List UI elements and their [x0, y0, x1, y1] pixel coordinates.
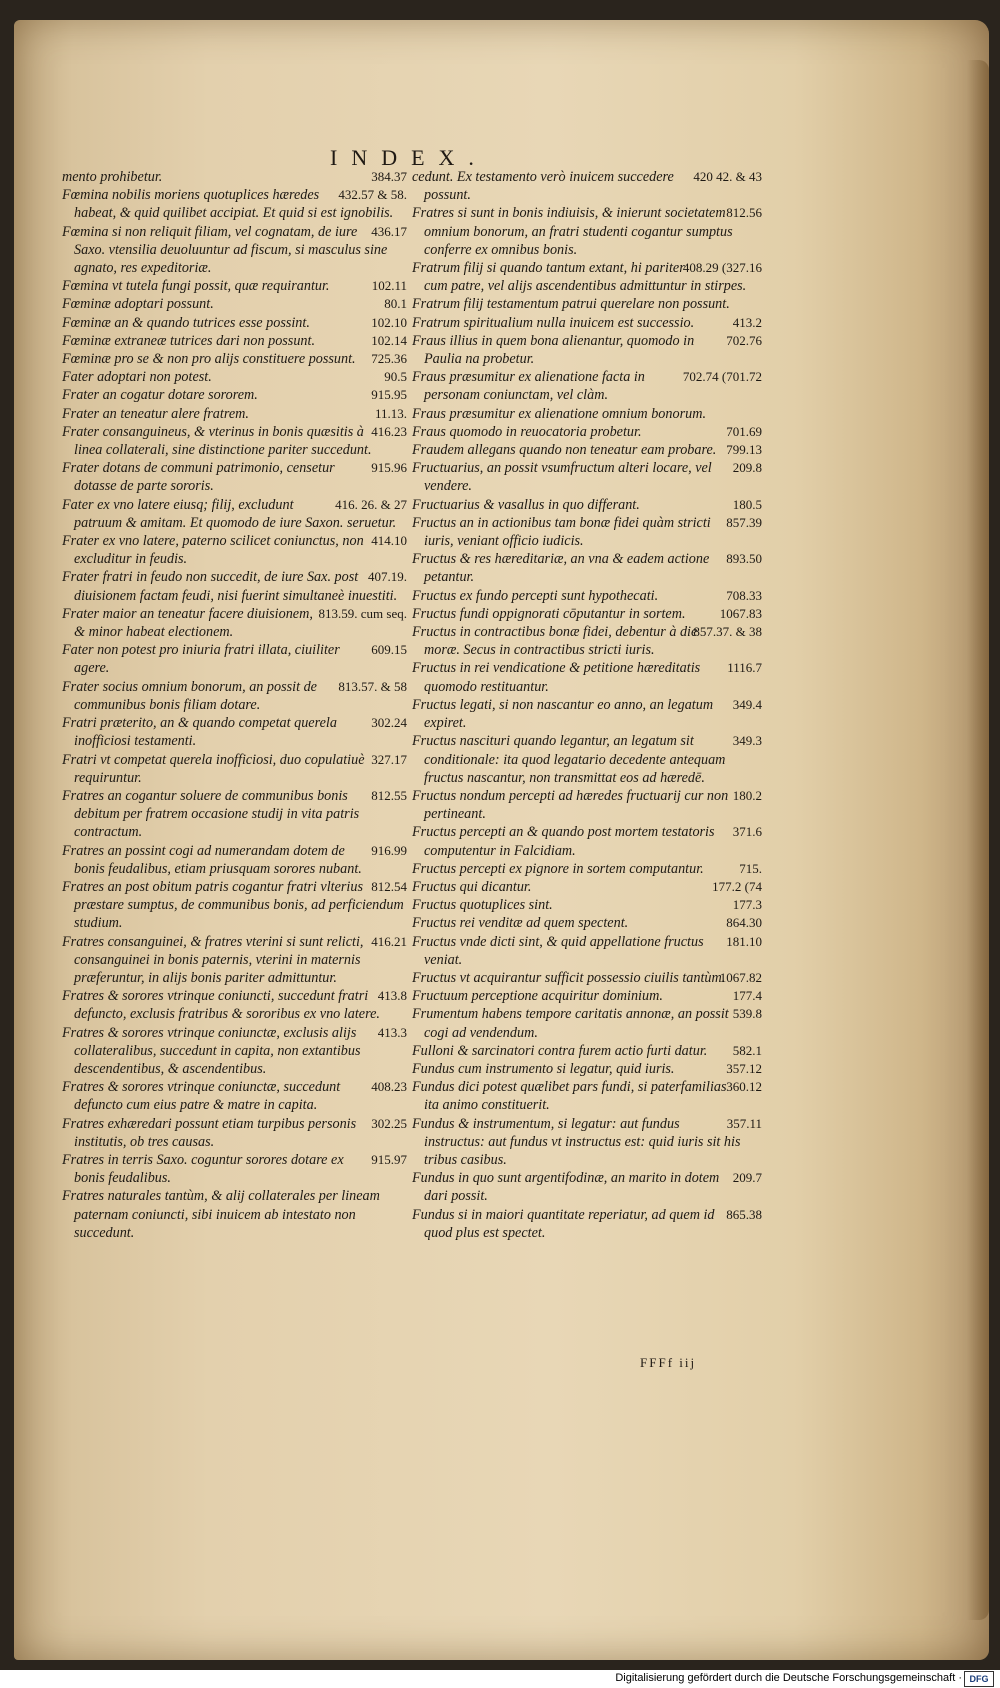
page-reference: 893.50: [726, 551, 762, 567]
entry-text: Fratres an possint cogi ad numerandam dotem de bonis feudalibus, etiam priusquam sorores nubant.: [62, 842, 362, 877]
index-entry: [412, 368, 762, 404]
entry-text: Fœminæ an & quando tutrices esse possint.: [62, 314, 310, 331]
index-entry: [412, 423, 762, 441]
entry-text: Fructus an in actionibus tam bonæ fidei quàm stricti iuris, veniant officio iudicis.: [412, 514, 711, 550]
index-entry: [412, 332, 762, 368]
page-reference: 177.4: [732, 988, 762, 1004]
index-entry: [412, 787, 762, 823]
page-reference: 915.96: [371, 460, 407, 476]
entry-text: Fratres an cogantur soluere de communibus bonis debitum per fratrem occasione studij in vita patris contractum.: [62, 787, 360, 841]
index-entry: [62, 332, 407, 350]
entry-text: Frater an cogatur dotare sororem.: [62, 387, 258, 404]
index-entry: [62, 314, 407, 332]
index-entry: [412, 1206, 762, 1242]
left-index-column: [62, 168, 407, 1242]
entry-text: Fructus fundi oppignorati cōputantur in sortem.: [412, 605, 686, 622]
index-entry: [62, 751, 407, 787]
entry-text: Fructus nondum percepti ad hæredes fructuarij cur non pertineant.: [412, 787, 729, 823]
index-entry: [412, 860, 762, 878]
index-entry: [412, 168, 762, 204]
index-entry: [62, 987, 407, 1023]
right-index-column: [412, 168, 762, 1242]
page-reference: 357.11: [726, 1115, 762, 1131]
entry-text: Fratri vt competat querela inofficiosi, duo copulatiuè requiruntur.: [62, 751, 365, 786]
entry-text: Fratrum filij si quando tantum extant, hi pariter cum patre, vel alijs ascendentibus admittuntur in stirpes.: [412, 260, 747, 295]
page-reference: 582.1: [732, 1042, 762, 1058]
entry-text: Frater consanguineus, & vterinus in bonis quæsitis à linea collaterali, sine distinctione pariter succedunt.: [62, 423, 372, 459]
index-entry: [62, 496, 407, 532]
index-entry: [412, 878, 762, 896]
index-entry: [62, 678, 407, 714]
entry-text: Fundus & instrumentum, si legatur: aut fundus instructus: aut fundus vt instructus est: quid iuris sit his tribus casibus.: [412, 1115, 741, 1168]
entry-text: Fratres & sorores vtrinque coniunctæ, succedunt defuncto cum eius patre & matre in capita.: [62, 1079, 341, 1114]
index-entry: [412, 405, 762, 423]
page-reference: 413.3: [377, 1024, 407, 1040]
index-entry: [62, 568, 407, 604]
page-reference: 11.13.: [374, 405, 407, 421]
page-reference: 857.37. & 38: [693, 624, 762, 640]
page-reference: 413.2: [732, 314, 762, 330]
index-entry: [62, 714, 407, 750]
entry-text: Fratri præterito, an & quando competat querela inofficiosi testamenti.: [62, 715, 337, 750]
page-reference: 702.74 (701.72: [682, 369, 762, 385]
entry-text: Fœminæ pro se & non pro alijs constituere possunt.: [62, 351, 356, 368]
entry-text: Fratres & sorores vtrinque coniunctæ, exclusis alijs collateralibus, succedunt in capita, non extantibus descendentibus, & ascendentibus.: [62, 1024, 361, 1077]
entry-text: Fraus illius in quem bona alienantur, quomodo in Paulia na probetur.: [412, 332, 695, 368]
index-entry: [412, 587, 762, 605]
entry-text: Frater dotans de communi patrimonio, censetur dotasse de parte sororis.: [62, 460, 335, 495]
index-entry: [62, 1187, 407, 1242]
index-entry: [62, 277, 407, 295]
page-reference: 209.8: [732, 460, 762, 476]
page-reference: 80.1: [384, 296, 407, 312]
page-reference: 1067.83: [719, 605, 762, 621]
entry-text: Frater ex vno latere, paterno scilicet coniunctus, non excluditur in feudis.: [62, 533, 364, 568]
page-reference: 177.2 (74: [712, 878, 762, 894]
entry-text: Fœmina si non reliquit filiam, vel cognatam, de iure Saxo. vtensilia deuoluuntur ad fiscum, si masculus sine agnato, res expeditoriæ.: [62, 223, 388, 277]
page-reference: 813.57. & 58: [338, 678, 407, 694]
index-entry: [62, 168, 407, 186]
page-reference: 302.25: [371, 1115, 407, 1131]
entry-text: Fructus nascituri quando legantur, an legatum sit conditionale: ita quod legatario decedente antequam fructus nascantur, non transmittat eos ad hæredē.: [412, 733, 726, 786]
index-entry: [412, 623, 762, 659]
page-reference: 180.5: [732, 496, 762, 512]
index-entry: [412, 1078, 762, 1114]
entry-text: Fratres consanguinei, & fratres vterini si sunt relicti, consanguinei in bonis paternis, vterini in maternis præferuntur, in alijs bonis pariter admittuntur.: [62, 933, 364, 986]
index-entry: [412, 1060, 762, 1078]
entry-text: Fructus vt acquirantur sufficit possessio ciuilis tantùm.: [412, 969, 726, 986]
page-reference: 915.97: [371, 1151, 407, 1167]
page-reference: 209.7: [732, 1170, 762, 1186]
page-edge: [967, 60, 989, 1620]
index-entry: [412, 259, 762, 295]
index-entry: [412, 441, 762, 459]
index-entry: [412, 605, 762, 623]
page-reference: 102.10: [371, 314, 407, 330]
entry-text: Fratres an post obitum patris cogantur fratri vlterius præstare sumptus, de communibus bonis, ad perficiendum studium.: [62, 878, 404, 932]
page-reference: 715.: [739, 860, 762, 876]
entry-text: Fulloni & sarcinatori contra furem actio furti datur.: [412, 1042, 708, 1059]
entry-text: Fructus ex fundo percepti sunt hypothecati.: [412, 587, 659, 604]
signature-mark: FFFf iij: [640, 1355, 697, 1370]
page-reference: 327.17: [371, 751, 407, 767]
credit-text: Digitalisierung gefördert durch die Deutsche Forschungsgemeinschaft ·: [615, 1672, 962, 1684]
page-reference: 702.76: [726, 332, 762, 348]
index-entry: [412, 933, 762, 969]
entry-text: Frater socius omnium bonorum, an possit de communibus bonis filiam dotare.: [62, 678, 317, 713]
page-reference: 90.5: [384, 369, 407, 385]
entry-text: Fœminæ adoptari possunt.: [62, 296, 214, 313]
page-reference: 1116.7: [727, 660, 762, 676]
entry-text: Fraus præsumitur ex alienatione omnium bonorum.: [412, 405, 706, 422]
index-entry: [62, 295, 407, 313]
entry-text: mento prohibetur.: [62, 169, 163, 185]
page-reference: 349.4: [732, 696, 762, 712]
entry-text: Fructuarius & vasallus in quo differant.: [412, 496, 640, 513]
entry-text: Fundus si in maiori quantitate reperiatur, ad quem id quod plus est spectet.: [412, 1206, 715, 1241]
page-reference: 865.38: [726, 1206, 762, 1222]
index-entry: [62, 933, 407, 988]
page-reference: 915.95: [371, 387, 407, 403]
page-reference: 102.14: [371, 332, 407, 348]
entry-text: Fundus dici potest quælibet pars fundi, si paterfamilias ita animo constituerit.: [412, 1079, 727, 1114]
index-entry: [412, 987, 762, 1005]
index-entry: [62, 1115, 407, 1151]
index-entry: [62, 423, 407, 459]
index-entry: [62, 368, 407, 386]
entry-text: Fundus cum instrumento si legatur, quid iuris.: [412, 1060, 675, 1077]
page-reference: 357.12: [726, 1060, 762, 1076]
page-reference: 420 42. & 43: [693, 169, 762, 184]
index-entry: [62, 350, 407, 368]
index-entry: [412, 659, 762, 695]
index-entry: [62, 386, 407, 404]
entry-text: Fratres naturales tantùm, & alij collaterales per lineam paternam coniuncti, sibi inuicem ab intestato non succedunt.: [62, 1188, 380, 1241]
page-reference: 416.23: [371, 423, 407, 439]
index-entry: [412, 1169, 762, 1205]
entry-text: Fœmina vt tutela fungi possit, quæ requirantur.: [62, 278, 330, 295]
entry-text: Fructus legati, si non nascantur eo anno, an legatum expiret.: [412, 696, 714, 732]
page-reference: 371.6: [732, 824, 762, 840]
entry-text: Fratrum spiritualium nulla inuicem est successio.: [412, 314, 695, 331]
index-entry: [412, 204, 762, 259]
page-reference: 413.8: [377, 988, 407, 1004]
index-entry: [62, 1078, 407, 1114]
index-entry: [412, 550, 762, 586]
entry-text: Fratres exhæredari possunt etiam turpibus personis institutis, ob tres causas.: [62, 1115, 357, 1150]
page-header: INDEX.: [330, 145, 488, 170]
entry-text: Fructus quotuplices sint.: [412, 897, 553, 914]
index-entry: [412, 696, 762, 732]
index-entry: [412, 969, 762, 987]
entry-text: Fructuarius, an possit vsumfructum alteri locare, vel vendere.: [412, 460, 712, 495]
index-entry: [412, 823, 762, 859]
page-reference: 177.3: [732, 897, 762, 913]
page-reference: 1067.82: [719, 969, 762, 985]
entry-text: cedunt. Ex testamento verò inuicem succedere possunt.: [412, 169, 674, 204]
entry-text: Fater non potest pro iniuria fratri illata, ciuiliter agere.: [62, 642, 340, 677]
entry-text: Fratrum filij testamentum patrui querelare non possunt.: [412, 296, 730, 313]
entry-text: Fundus in quo sunt argentifodinæ, an marito in dotem dari possit.: [412, 1170, 720, 1205]
entry-text: Fructus in contractibus bonæ fidei, debentur à die moræ. Secus in contractibus stricti iuris.: [412, 624, 698, 659]
entry-text: Fœmina nobilis moriens quotuplices hæredes habeat, & quid quilibet accipiat. Et quid si est ignobilis.: [62, 187, 394, 222]
entry-text: Fater ex vno latere eiusq; filij, excludunt patruum & amitam. Et quomodo de iure Saxon. seruetur.: [62, 496, 397, 531]
page-reference: 799.13: [726, 442, 762, 458]
page-reference: 180.2: [732, 787, 762, 803]
index-entry: [412, 1005, 762, 1041]
entry-text: Fratres & sorores vtrinque coniuncti, succedunt fratri defuncto, exclusis fratribus & sororibus ex vno latere.: [62, 988, 380, 1023]
page-reference: 407.19.: [368, 569, 407, 585]
page-reference: 408.29 (327.16: [682, 260, 762, 276]
entry-text: Fructus vnde dicti sint, & quid appellatione fructus veniat.: [412, 933, 704, 968]
page-reference: 416.21: [371, 933, 407, 949]
index-entry: [62, 223, 407, 278]
page-reference: 432.57 & 58.: [338, 187, 407, 203]
page-reference: 725.36: [371, 351, 407, 367]
index-entry: [412, 496, 762, 514]
index-entry: [62, 878, 407, 933]
index-entry: [412, 914, 762, 932]
page-reference: 384.37: [371, 169, 407, 184]
index-entry: [412, 314, 762, 332]
index-entry: [412, 1042, 762, 1060]
entry-text: Frater an teneatur alere fratrem.: [62, 405, 249, 422]
page-reference: 360.12: [726, 1079, 762, 1095]
entry-text: Frater fratri in feudo non succedit, de iure Sax. post diuisionem factam feudi, nisi fuerint simultaneè inuestiti.: [62, 569, 398, 604]
entry-text: Fructus percepti an & quando post mortem testatoris computentur in Falcidiam.: [412, 824, 715, 859]
page-reference: 857.39: [726, 514, 762, 530]
index-entry: [62, 605, 407, 641]
page-reference: 812.56: [726, 205, 762, 221]
entry-text: Fructus in rei vendicatione & petitione hæreditatis quomodo restituantur.: [412, 660, 701, 695]
page-reference: 416. 26. & 27: [335, 496, 407, 512]
entry-text: Fructus percepti ex pignore in sortem computantur.: [412, 860, 704, 877]
dfg-logo: DFG: [964, 1671, 994, 1687]
entry-text: Fater adoptari non potest.: [62, 369, 212, 386]
index-entry: [62, 405, 407, 423]
index-entry: [412, 514, 762, 550]
entry-text: Fructus qui dicantur.: [412, 878, 532, 895]
entry-text: Fructuum perceptione acquiritur dominium.: [412, 988, 663, 1005]
entry-text: Fratres in terris Saxo. coguntur sorores dotare ex bonis feudalibus.: [62, 1151, 344, 1187]
index-entry: [62, 459, 407, 495]
page-reference: 701.69: [726, 423, 762, 439]
index-entry: [412, 295, 762, 313]
entry-text: Fraus quomodo in reuocatoria probetur.: [412, 423, 642, 440]
page-reference: 609.15: [371, 642, 407, 658]
page-reference: 812.54: [371, 878, 407, 894]
index-entry: [412, 1115, 762, 1170]
page-reference: 102.11: [371, 278, 407, 294]
page-reference: 436.17: [371, 223, 407, 239]
index-entry: [62, 1024, 407, 1079]
page-reference: 349.3: [732, 733, 762, 749]
index-entry: [62, 787, 407, 842]
entry-text: Fraus præsumitur ex alienatione facta in personam coniunctam, vel clàm.: [412, 369, 645, 404]
entry-text: Fœminæ extraneæ tutrices dari non possunt.: [62, 332, 316, 349]
page-reference: 708.33: [726, 587, 762, 603]
page-reference: 864.30: [726, 915, 762, 931]
index-entry: [412, 459, 762, 495]
page-reference: 414.10: [371, 533, 407, 549]
page-reference: 812.55: [371, 787, 407, 803]
entry-text: Fructus rei venditæ ad quem spectent.: [412, 915, 629, 932]
index-entry: [62, 532, 407, 568]
page-reference: 302.24: [371, 715, 407, 731]
index-entry: [412, 896, 762, 914]
entry-text: Fratres si sunt in bonis indiuisis, & inierunt societatem omnium bonorum, an fratri studenti cogantur sumptus conferre ex omnibus bonis.: [412, 205, 733, 258]
page-reference: 813.59. cum seq.: [318, 605, 407, 621]
index-entry: [62, 842, 407, 878]
index-entry: [62, 1151, 407, 1187]
index-entry: [62, 186, 407, 222]
entry-text: Frumentum habens tempore caritatis annonæ, an possit cogi ad vendendum.: [412, 1006, 729, 1041]
page-reference: 181.10: [726, 933, 762, 949]
page-reference: 539.8: [732, 1006, 762, 1022]
index-entry: [62, 641, 407, 677]
entry-text: Fraudem allegans quando non teneatur eam probare.: [412, 442, 717, 459]
entry-text: Fructus & res hæreditariæ, an vna & eadem actione petantur.: [412, 551, 710, 586]
page-reference: 916.99: [371, 842, 407, 858]
entry-text: Frater maior an teneatur facere diuisionem, & minor habeat electionem.: [62, 605, 313, 641]
index-entry: [412, 732, 762, 787]
page-reference: 408.23: [371, 1079, 407, 1095]
